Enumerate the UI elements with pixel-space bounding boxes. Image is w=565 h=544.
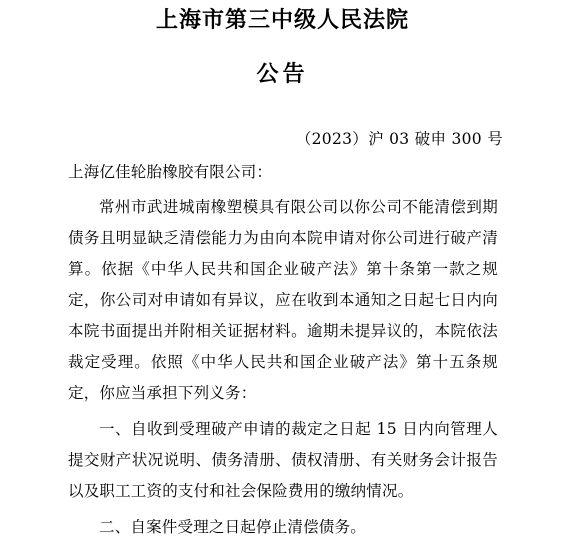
addressee: 上海亿佳轮胎橡胶有限公司： [68,163,273,181]
case-number: （2023）沪 03 破申 300 号 [295,130,503,148]
notice-paragraph-1: 常州市武进城南橡塑模具有限公司以你公司不能清偿到期债务且明显缺乏清偿能力为由向本院申请对你公司进行破产清算。依据《中华人民共和国企业破产法》第十条第一款之规定，你公司对申请如有异议，应在收到本通知之日起七日内向本院书面提出并附相关证据材料。逾期未提异议的，本院依法裁定受理。依照《中华人民共和国企业破产法》第十五条规定，你应当承担下列义务： [68,198,498,402]
obligation-paragraph-2: 二、自案件受理之日起停止清偿债务。 [99,518,366,536]
obligation-paragraph-1: 一、自收到受理破产申请的裁定之日起 15 日内向管理人提交财产状况说明、债务清册、债权清册、有关财务会计报告以及职工工资的支付和社会保险费用的缴纳情况。 [68,420,498,500]
court-name: 上海市第三中级人民法院 [155,8,409,33]
document-title: 公告 [256,62,309,87]
